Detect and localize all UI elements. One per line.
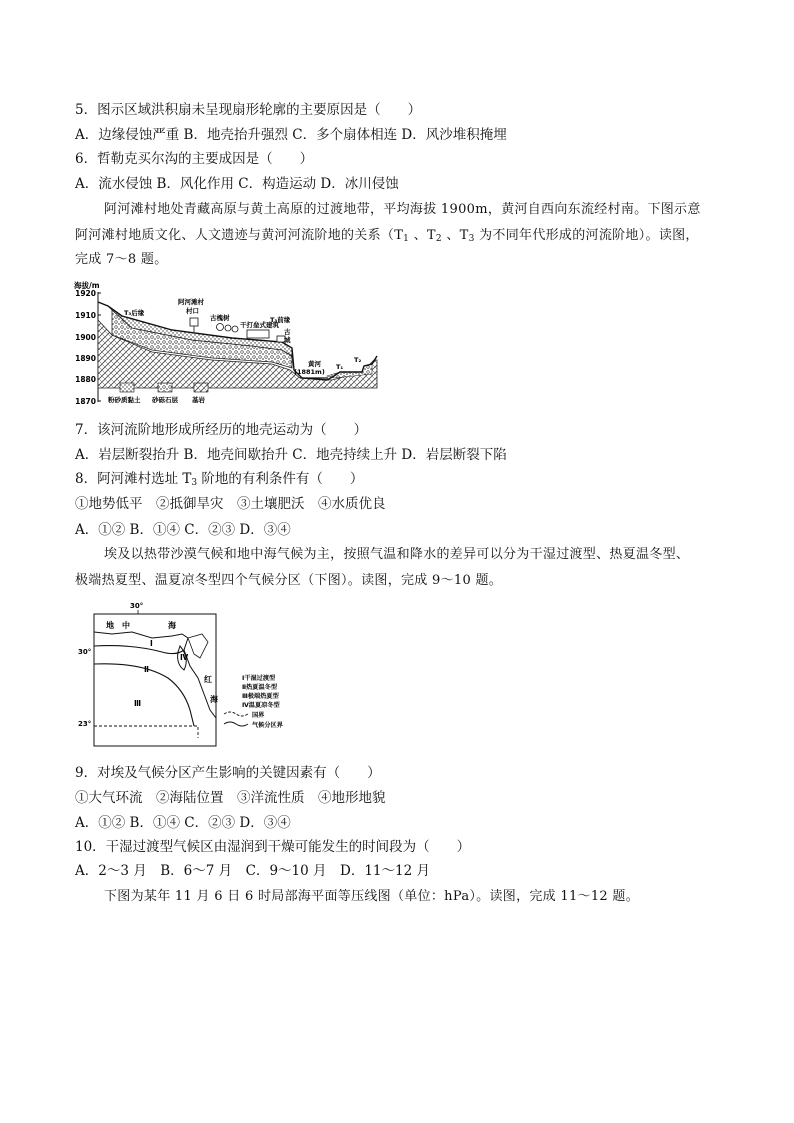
- legend-climate-label: 气候分区界: [252, 722, 283, 729]
- passage1-line3: 完成 7～8 题。: [75, 252, 168, 267]
- label-ancient-tree: 古槐树: [210, 314, 230, 322]
- egypt-climate-map-figure: [72, 598, 302, 750]
- label-mediterranean-3: 海: [168, 621, 176, 630]
- q6-options: A．流水侵蚀 B．风化作用 C．构造运动 D．冰川侵蚀: [75, 176, 399, 192]
- passage1-line1: 阿河滩村地处青藏高原与黄土高原的过渡地带，平均海拔 1900m，黄河自西向东流经村南。下图示意: [104, 202, 701, 217]
- label-red-sea-1: 红: [204, 675, 212, 684]
- q5-stem: 5．图示区域洪积扇未呈现扇形轮廓的主要原因是（ ）: [75, 102, 422, 118]
- label-ancient-city-2: 城: [284, 336, 291, 344]
- label-zone-4: Ⅳ: [180, 653, 189, 662]
- q10-options: A．2～3 月 B．6～7 月 C．9～10 月 D．11～12 月: [75, 863, 430, 879]
- q9-stem: 9．对埃及气候分区产生影响的关键因素有（ ）: [75, 765, 381, 781]
- y-tick-1880: 1880: [75, 375, 96, 384]
- legend-climate-symbol: [224, 722, 248, 726]
- passage2-line1: 埃及以热带沙漠气候和地中海气候为主，按照气温和降水的差异可以分为干湿过渡型、热夏温冬型、: [104, 547, 690, 562]
- terrace-cross-section-figure: [72, 280, 392, 412]
- legend-bedrock: 基岩: [192, 396, 205, 404]
- q7-options: A．岩层断裂抬升 B．地壳间歇抬升 C．地壳持续上升 D．岩层断裂下陷: [75, 447, 507, 463]
- legend-zone-4: Ⅳ温夏凉冬型: [242, 702, 280, 709]
- q8-items: ①地势低平 ②抵御旱灾 ③土壤肥沃 ④水质优良: [75, 496, 386, 512]
- q9-options: A．①② B．①④ C．②③ D．③④: [75, 815, 291, 831]
- legend-border-symbol: [224, 712, 248, 716]
- legend-gravel: 砂砾石层: [152, 396, 178, 404]
- label-zone-1: Ⅰ: [150, 639, 153, 648]
- label-mediterranean-1: 地: [106, 621, 114, 630]
- q7-stem: 7．该河流阶地形成所经历的地壳运动为（ ）: [75, 422, 368, 438]
- legend-silty-clay: 粉砂质黏土: [108, 396, 141, 404]
- map-lat-30: 30°: [78, 648, 92, 656]
- legend-border-label: 国界: [252, 712, 265, 719]
- legend-zone-1: Ⅰ干湿过渡型: [242, 675, 276, 682]
- label-river-elevation: (1881m): [294, 368, 325, 376]
- y-tick-1890: 1890: [75, 354, 96, 363]
- q8-stem: 8．阿河滩村选址 $T_3$ 阶地的有利条件有（ ）: [75, 471, 364, 488]
- passage1-line2: 阿河滩村地质文化、人文遗迹与黄河河流阶地的关系（$T_1$ 、$T_2$ 、$T_3$ 为不同年代形成的河流阶地）。读图，: [75, 228, 699, 244]
- label-village-mouth-2: 村口: [186, 307, 199, 315]
- label-zone-3: Ⅲ: [134, 699, 142, 708]
- y-tick-1910: 1910: [75, 311, 96, 320]
- label-t2: T₂: [354, 356, 362, 364]
- label-ancient-city-1: 古: [284, 328, 291, 336]
- q8-options: A．①② B．①④ C．②③ D．③④: [75, 522, 291, 538]
- label-yellow-river: 黄河: [308, 360, 321, 368]
- label-t1: T₁: [336, 363, 344, 371]
- label-village-mouth-1: 阿河滩村: [178, 298, 204, 306]
- y-tick-1870: 1870: [75, 397, 96, 406]
- q6-stem: 6．哲勒克买尔沟的主要成因是（ ）: [75, 151, 314, 167]
- q5-options: A．边缘侵蚀严重 B．地壳抬升强烈 C．多个扇体相连 D．风沙堆积掩埋: [75, 127, 507, 143]
- y-tick-1900: 1900: [75, 333, 96, 342]
- label-t3-front: T₃前缘: [270, 316, 291, 324]
- map-top-longitude: 30°: [130, 602, 144, 610]
- y-axis-title: 海拔/m: [74, 281, 100, 290]
- passage3-line1: 下图为某年 11 月 6 日 6 时局部海平面等压线图（单位：hPa）。读图，完成 11～12 题。: [104, 889, 640, 904]
- legend-zone-2: Ⅱ热夏温冬型: [242, 684, 278, 691]
- label-zone-2: Ⅱ: [144, 665, 149, 674]
- y-tick-1920: 1920: [75, 289, 96, 298]
- map-lat-23: 23°: [78, 720, 92, 728]
- passage2-line2: 极端热夏型、温夏凉冬型四个气候分区（下图）。读图，完成 9～10 题。: [75, 573, 503, 588]
- q10-stem: 10．干湿过渡型气候区由湿润到干燥可能发生的时间段为（ ）: [75, 839, 471, 855]
- label-mediterranean-2: 中: [122, 621, 130, 630]
- label-stilt-building: 干打垒式建筑: [240, 321, 279, 329]
- label-red-sea-2: 海: [210, 695, 218, 704]
- label-t3-rear: T₃后缘: [124, 309, 145, 317]
- q9-items: ①大气环流 ②海陆位置 ③洋流性质 ④地形地貌: [75, 790, 386, 806]
- legend-zone-3: Ⅲ极端热夏型: [242, 693, 279, 700]
